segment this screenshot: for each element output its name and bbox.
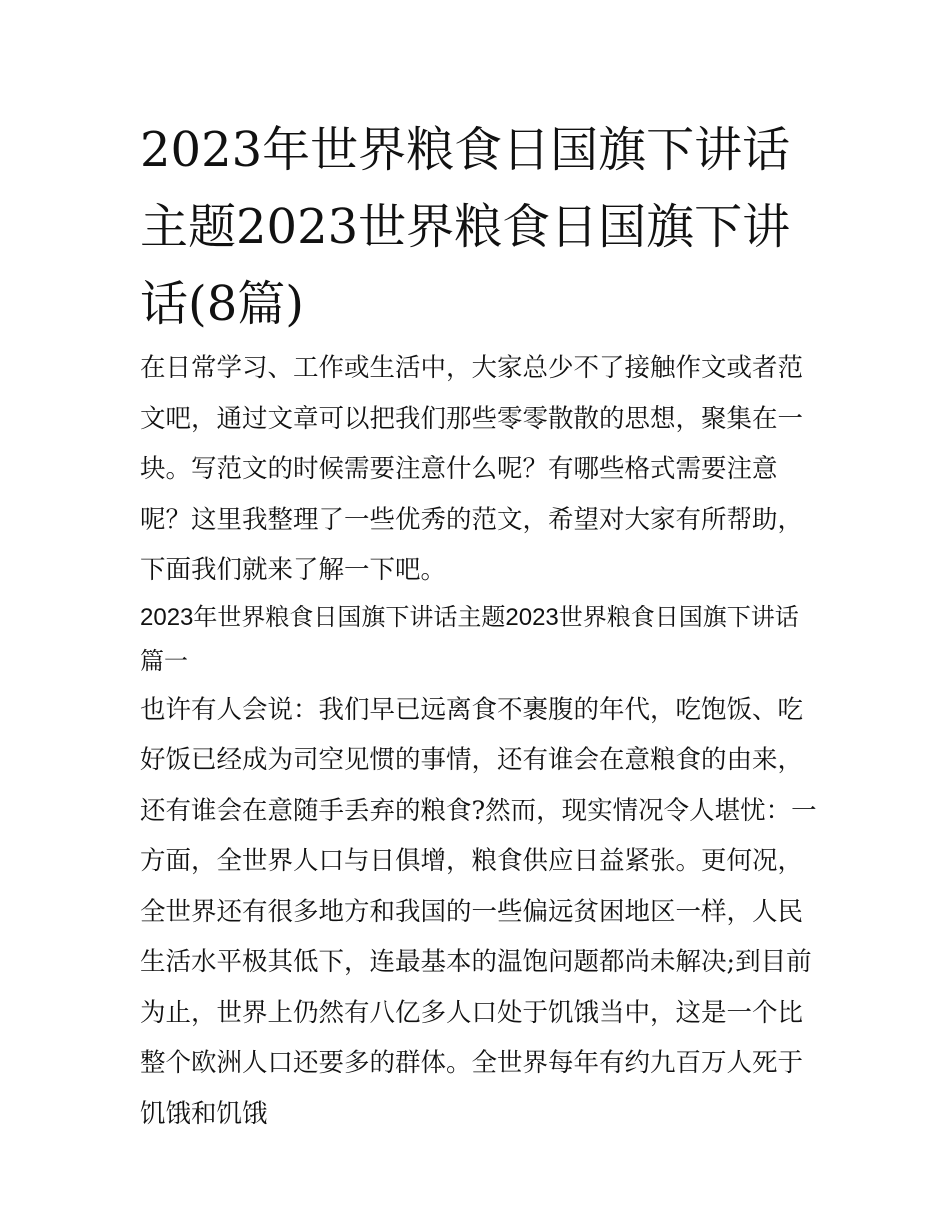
- document-content: [140, 112, 820, 1139]
- section-heading: 2023年世界粮食日国旗下讲话主题2023世界粮食日国旗下讲话篇一: [140, 603, 799, 675]
- intro-paragraph: 在日常学习、工作或生活中，大家总少不了接触作文或者范文吧，通过文章可以把我们那些零零散散的思想，聚集在一块。写范文的时候需要注意什么呢？有哪些格式需要注意呢？这里我整理了一些优秀的范文，希望对大家有所帮助，下面我们就来了解一下吧。: [140, 353, 804, 585]
- document-title: 2023年世界粮食日国旗下讲话主题2023世界粮食日国旗下讲话(8篇): [140, 122, 791, 332]
- body-paragraph: 也许有人会说：我们早已远离食不裹腹的年代，吃饱饭、吃好饭已经成为司空见惯的事情，还有谁会在意粮食的由来，还有谁会在意随手丢弃的粮食?然而，现实情况令人堪忧：一方面，全世界人口与日俱增，粮食供应日益紧张。更何况，全世界还有很多地方和我国的一些偏远贫困地区一样，人民生活水平极其低下，连最基本的温饱问题都尚未解决;到目前为止，世界上仍然有八亿多人口处于饥饿当中，这是一个比整个欧洲人口还要多的群体。全世界每年有约九百万人死于饥饿和饥饿: [140, 694, 817, 1129]
